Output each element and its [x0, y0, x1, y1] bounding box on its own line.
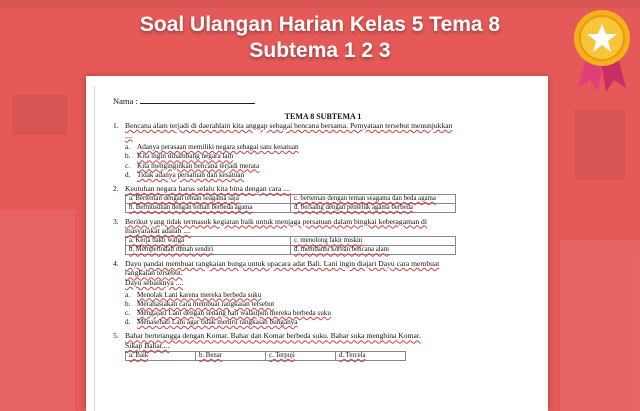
question-number: 1. — [113, 121, 119, 130]
question-text — [113, 184, 533, 194]
question-line: Dayu sebaiknya .... — [125, 277, 184, 287]
answer-option-cell: a. Baik — [126, 351, 196, 360]
answer-option-cell: a. Berteman dengan teman seagama saja — [126, 194, 291, 203]
answer-option-cell: a. Kerja bakti warga — [126, 236, 291, 245]
question-line: Dayu pandai membuat rangkaian bunga untuk upacara adat Bali. Lani ingin diajari Dayu cara membuat — [125, 258, 440, 268]
document-page — [94, 86, 540, 411]
bg-decor-right-top — [575, 110, 625, 180]
question-line: Bencana alam terjadi di daerahlain kita anggap sebagai bencana bersama. Pemyataan tersebut menunjukkan — [125, 121, 453, 130]
answer-option-cell: d. bersaing dengan pemeluk agama berbeda — [291, 203, 456, 212]
answer-option: a. Menolak Lani karena mereka berbeda suku — [125, 290, 262, 299]
answer-option-cell: b. Memperindah rumah sendiri — [126, 245, 291, 254]
answer-option: b. Merahasiakan cara membuat rangkaian tersebut — [125, 299, 275, 308]
answer-option: c. Kita menginginkan bencana terjadi merata — [125, 161, 260, 170]
answer-option-cell: c. berteman dengan teman seagama dan beda agama — [291, 194, 456, 203]
answer-option-cell: b. Benar — [196, 351, 266, 360]
question-number: 5. — [113, 331, 119, 341]
answer-option-cell: b. Bermusuhan dengan teman berbeda agama — [126, 203, 291, 212]
page-title-line2: Subtema 1 2 3 — [249, 39, 391, 62]
name-field — [113, 96, 533, 106]
answer-option: d. Menasehati Lani agar tidak meniru rangkaian bunganya — [125, 318, 298, 327]
answer-option-table — [125, 351, 406, 361]
document-preview-card — [86, 76, 548, 411]
answer-option: b. Kita ingin dinambang negara lain — [125, 152, 234, 161]
question-line: Berikut yang tidak termasuk kegiatan baik untuk menjaga persatuan dalam bingkai keberagaman di — [125, 216, 427, 226]
question-item — [113, 121, 533, 180]
question-line: masyarakat adalah .... — [125, 226, 191, 236]
answer-option-table — [125, 194, 456, 213]
question-text — [113, 121, 533, 140]
answer-option-cell: c. Terpuji — [266, 351, 336, 360]
answer-option-cell: d. Tercela — [336, 351, 406, 360]
bg-decor-right — [560, 240, 640, 411]
question-item — [113, 331, 533, 360]
question-line: Bahar bertetangga dengan Komar. Bahar dan Komar berbeda suku. Bahar suka menghina Komar. — [125, 331, 421, 341]
star-ribbon-badge-icon — [570, 6, 634, 94]
bg-decor-left — [0, 210, 75, 411]
question-line: Sikap Bahar.... — [125, 340, 170, 350]
answer-option-table — [125, 236, 456, 255]
question-line: Keutuhan negara harus selalu kita bina dengan cara .... — [125, 184, 291, 193]
question-text — [113, 217, 533, 236]
question-number: 4. — [113, 258, 119, 268]
bg-decor-top — [0, 0, 640, 8]
name-blank-line — [140, 103, 255, 104]
question-item — [113, 217, 533, 255]
answer-option: c. Mengajari Lani dengan senang hati walaupun mereka berbeda suku — [125, 308, 331, 317]
name-label: Nama : — [113, 96, 138, 106]
question-item — [113, 184, 533, 213]
question-list — [113, 121, 533, 361]
question-number: 3. — [113, 216, 119, 226]
question-number: 2. — [113, 184, 119, 193]
answer-option-cell: d. membantu korban bencana alam — [291, 245, 456, 254]
document-heading: TEMA 8 SUBTEMA 1 — [284, 112, 362, 121]
bg-decor-left-top — [12, 95, 67, 135]
question-line: .... — [125, 130, 133, 140]
page-title-line1: Soal Ulangan Harian Kelas 5 Tema 8 — [139, 13, 501, 36]
page-title — [100, 12, 540, 64]
question-text — [113, 259, 533, 288]
answer-option: a. Adanya perasaan memiliki negara sebagai satu kesatuan — [125, 143, 299, 152]
answer-option: d. Tidak adanya persatuan dan kesatuan — [125, 170, 245, 179]
question-text — [113, 331, 533, 350]
question-item — [113, 259, 533, 328]
answer-option-cell: c. menolong fakir miskin — [291, 236, 456, 245]
question-line: rangkaian tersebut. — [125, 268, 183, 278]
